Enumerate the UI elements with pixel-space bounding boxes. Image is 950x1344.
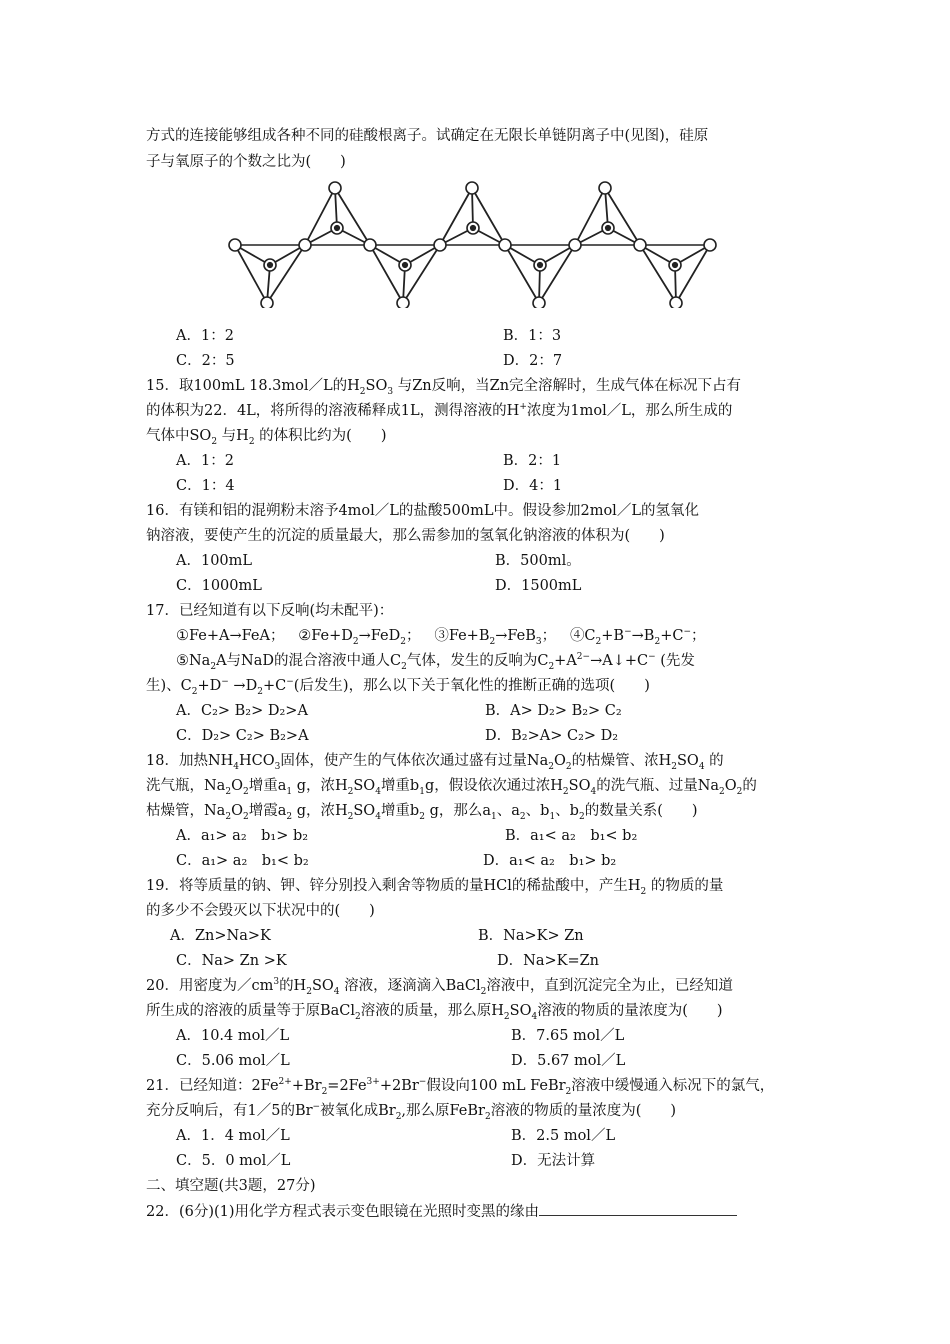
intro-line: 方式的连接能够组成各种不同的硅酸根离子。试确定在无限长单链阴离子中(见图)，硅原: [146, 128, 709, 144]
section-heading: 二、填空题(共3题，27分): [146, 1178, 316, 1194]
q20-line: 20．用密度为$/cm^3$的$H_2SO_4$ 溶液，逐滴滴入BaCl$_2$溶液中，直到沉淀完全为止，已经知道: [146, 977, 733, 997]
q15-line: 15．取100mL 18.3mol／L的$H_2SO_3$ 与Zn反响，当Zn完全溶解时，生成气体在标况下占有: [146, 378, 742, 397]
option-c: C．a₁> a₂ b₁< b₂: [176, 853, 309, 869]
option-a: A．a₁> a₂ b₁> b₂: [176, 828, 309, 844]
option-d: D．2：7: [503, 353, 563, 369]
option-b: B．Na>K> Zn: [478, 928, 584, 944]
option-a: A．1：2: [176, 453, 234, 469]
option-d: D．a₁< a₂ b₁> b₂: [483, 853, 617, 869]
option-c: C．1：4: [176, 478, 235, 494]
option-a: A．10.4 mol／L: [176, 1028, 290, 1044]
q17-line: 17．已经知道有以下反响(均未配平)：: [146, 603, 394, 619]
q18-line: 枯燥管，$Na_2O_2$增霞$a_2$ g，浓$H_2SO_4$增重$b_2$ g，那么$a_1$、$a_2$、$b_1$、$b_2$的数量关系( ): [146, 803, 698, 822]
option-b: B．2：1: [503, 453, 562, 469]
silicon-atoms: [264, 222, 681, 271]
option-d: D．无法计算: [511, 1153, 596, 1169]
q15-line: 的体积为22．4L，将所得的溶液稀释成1L，测得溶液的H+浓度为1mol／L，那么所生成的: [146, 402, 733, 419]
option-a: A．C₂> B₂> D₂>A: [176, 703, 308, 719]
intro-line: 子与氧原子的个数之比为( ): [146, 154, 346, 170]
option-b: B．500ml。: [495, 553, 581, 569]
option-a: A．1．4 mol／L: [176, 1128, 290, 1144]
option-c: C．D₂> C₂> B₂>A: [176, 728, 309, 744]
q15-line: 气体中$SO_2$ 与$H_2$ 的体积比约为( ): [146, 428, 387, 447]
q20-line: 所生成的溶液的质量等于原BaCl$_2$溶液的质量，那么原$H_2SO_4$溶液的物质的量浓度为( ): [146, 1003, 723, 1022]
q18-line: 18．加热$NH_4HCO_3$固体，使产生的气体依次通过盛有过量$Na_2O_2$的枯燥管、浓$H_2SO_4$ 的: [146, 753, 724, 772]
option-d: D．5.67 mol／L: [511, 1053, 626, 1069]
option-d: D．B₂>A> C₂> D₂: [485, 728, 619, 744]
option-a: A．100mL: [176, 553, 253, 569]
q17-reactions: ①Fe+A→FeA； $②Fe+D_2\to FeD_2$； $③Fe+B_2\to FeB_3$； $④C_2+B^-\to B_2+C^-$；: [176, 627, 706, 647]
silicate-chain-figure: [215, 180, 735, 308]
answer-blank[interactable]: [539, 1201, 737, 1216]
option-c: C．5.06 mol／L: [176, 1053, 290, 1069]
option-b: B．1：3: [503, 328, 562, 344]
q16-line: 钠溶液，要使产生的沉淀的质量最大，那么需参加的氢氧化钠溶液的体积为( ): [146, 528, 665, 544]
q17-line: 生)、$C_2+D^- \to D_2+C^-$(后发生)，那么以下关于氧化性的推断正确的选项( ): [146, 677, 650, 697]
q19-line: 的多少不会毁灭以下状况中的( ): [146, 903, 375, 919]
option-a: A．Zn>Na>K: [170, 928, 271, 944]
option-d: D．4：1: [503, 478, 563, 494]
q17-line: $⑤Na_2A$与NaD的混合溶液中通人$C_2$气体，发生的反响为$C_2+A^{2-}\to A↓+C^-$ (先发: [176, 652, 695, 672]
q22-line: 22．(6分)(1)用化学方程式表示变色眼镜在光照时变黑的缘由: [146, 1201, 737, 1222]
option-c: C．2：5: [176, 353, 235, 369]
q21-line: 充分反响后，有1／5的Br−被氧化成$Br_2$,那么原FeBr$_2$溶液的物质的量浓度为( ): [146, 1102, 677, 1122]
q18-line: 洗气瓶，$Na_2O_2$增重$a_1$ g，浓$H_2SO_4$增重$b_1g$，假设依次通过浓$H_2SO_4$的洗气瓶、过量$Na_2O_2$的: [146, 778, 757, 797]
option-b: B．A> D₂> B₂> C₂: [485, 703, 622, 719]
q16-line: 16．有镁和铝的混朔粉末溶予4mol／L的盐酸500mL中。假设参加2mol／L的氢氧化: [146, 503, 699, 519]
q21-line: 21．已经知道：$2Fe^{2+}+Br_2=2Fe^{3+}+2Br^-$假设向100 mL FeBr$_2$溶液中缓慢通入标况下的氯气，: [146, 1077, 775, 1097]
q19-line: 19．将等质量的钠、钾、锌分别投入剩舍等物质的量HCl的稀盐酸中，产生$H_2$ 的物质的量: [146, 878, 724, 897]
option-b: B．7.65 mol／L: [511, 1028, 625, 1044]
option-b: B．2.5 mol／L: [511, 1128, 616, 1144]
option-c: C．5．0 mol／L: [176, 1153, 291, 1169]
option-a: A．1：2: [176, 328, 234, 344]
option-b: B．a₁< a₂ b₁< b₂: [505, 828, 638, 844]
option-d: D．Na>K=Zn: [497, 953, 600, 969]
option-c: C．1000mL: [176, 578, 262, 594]
option-d: D．1500mL: [495, 578, 582, 594]
option-c: C．Na> Zn >K: [176, 953, 287, 969]
